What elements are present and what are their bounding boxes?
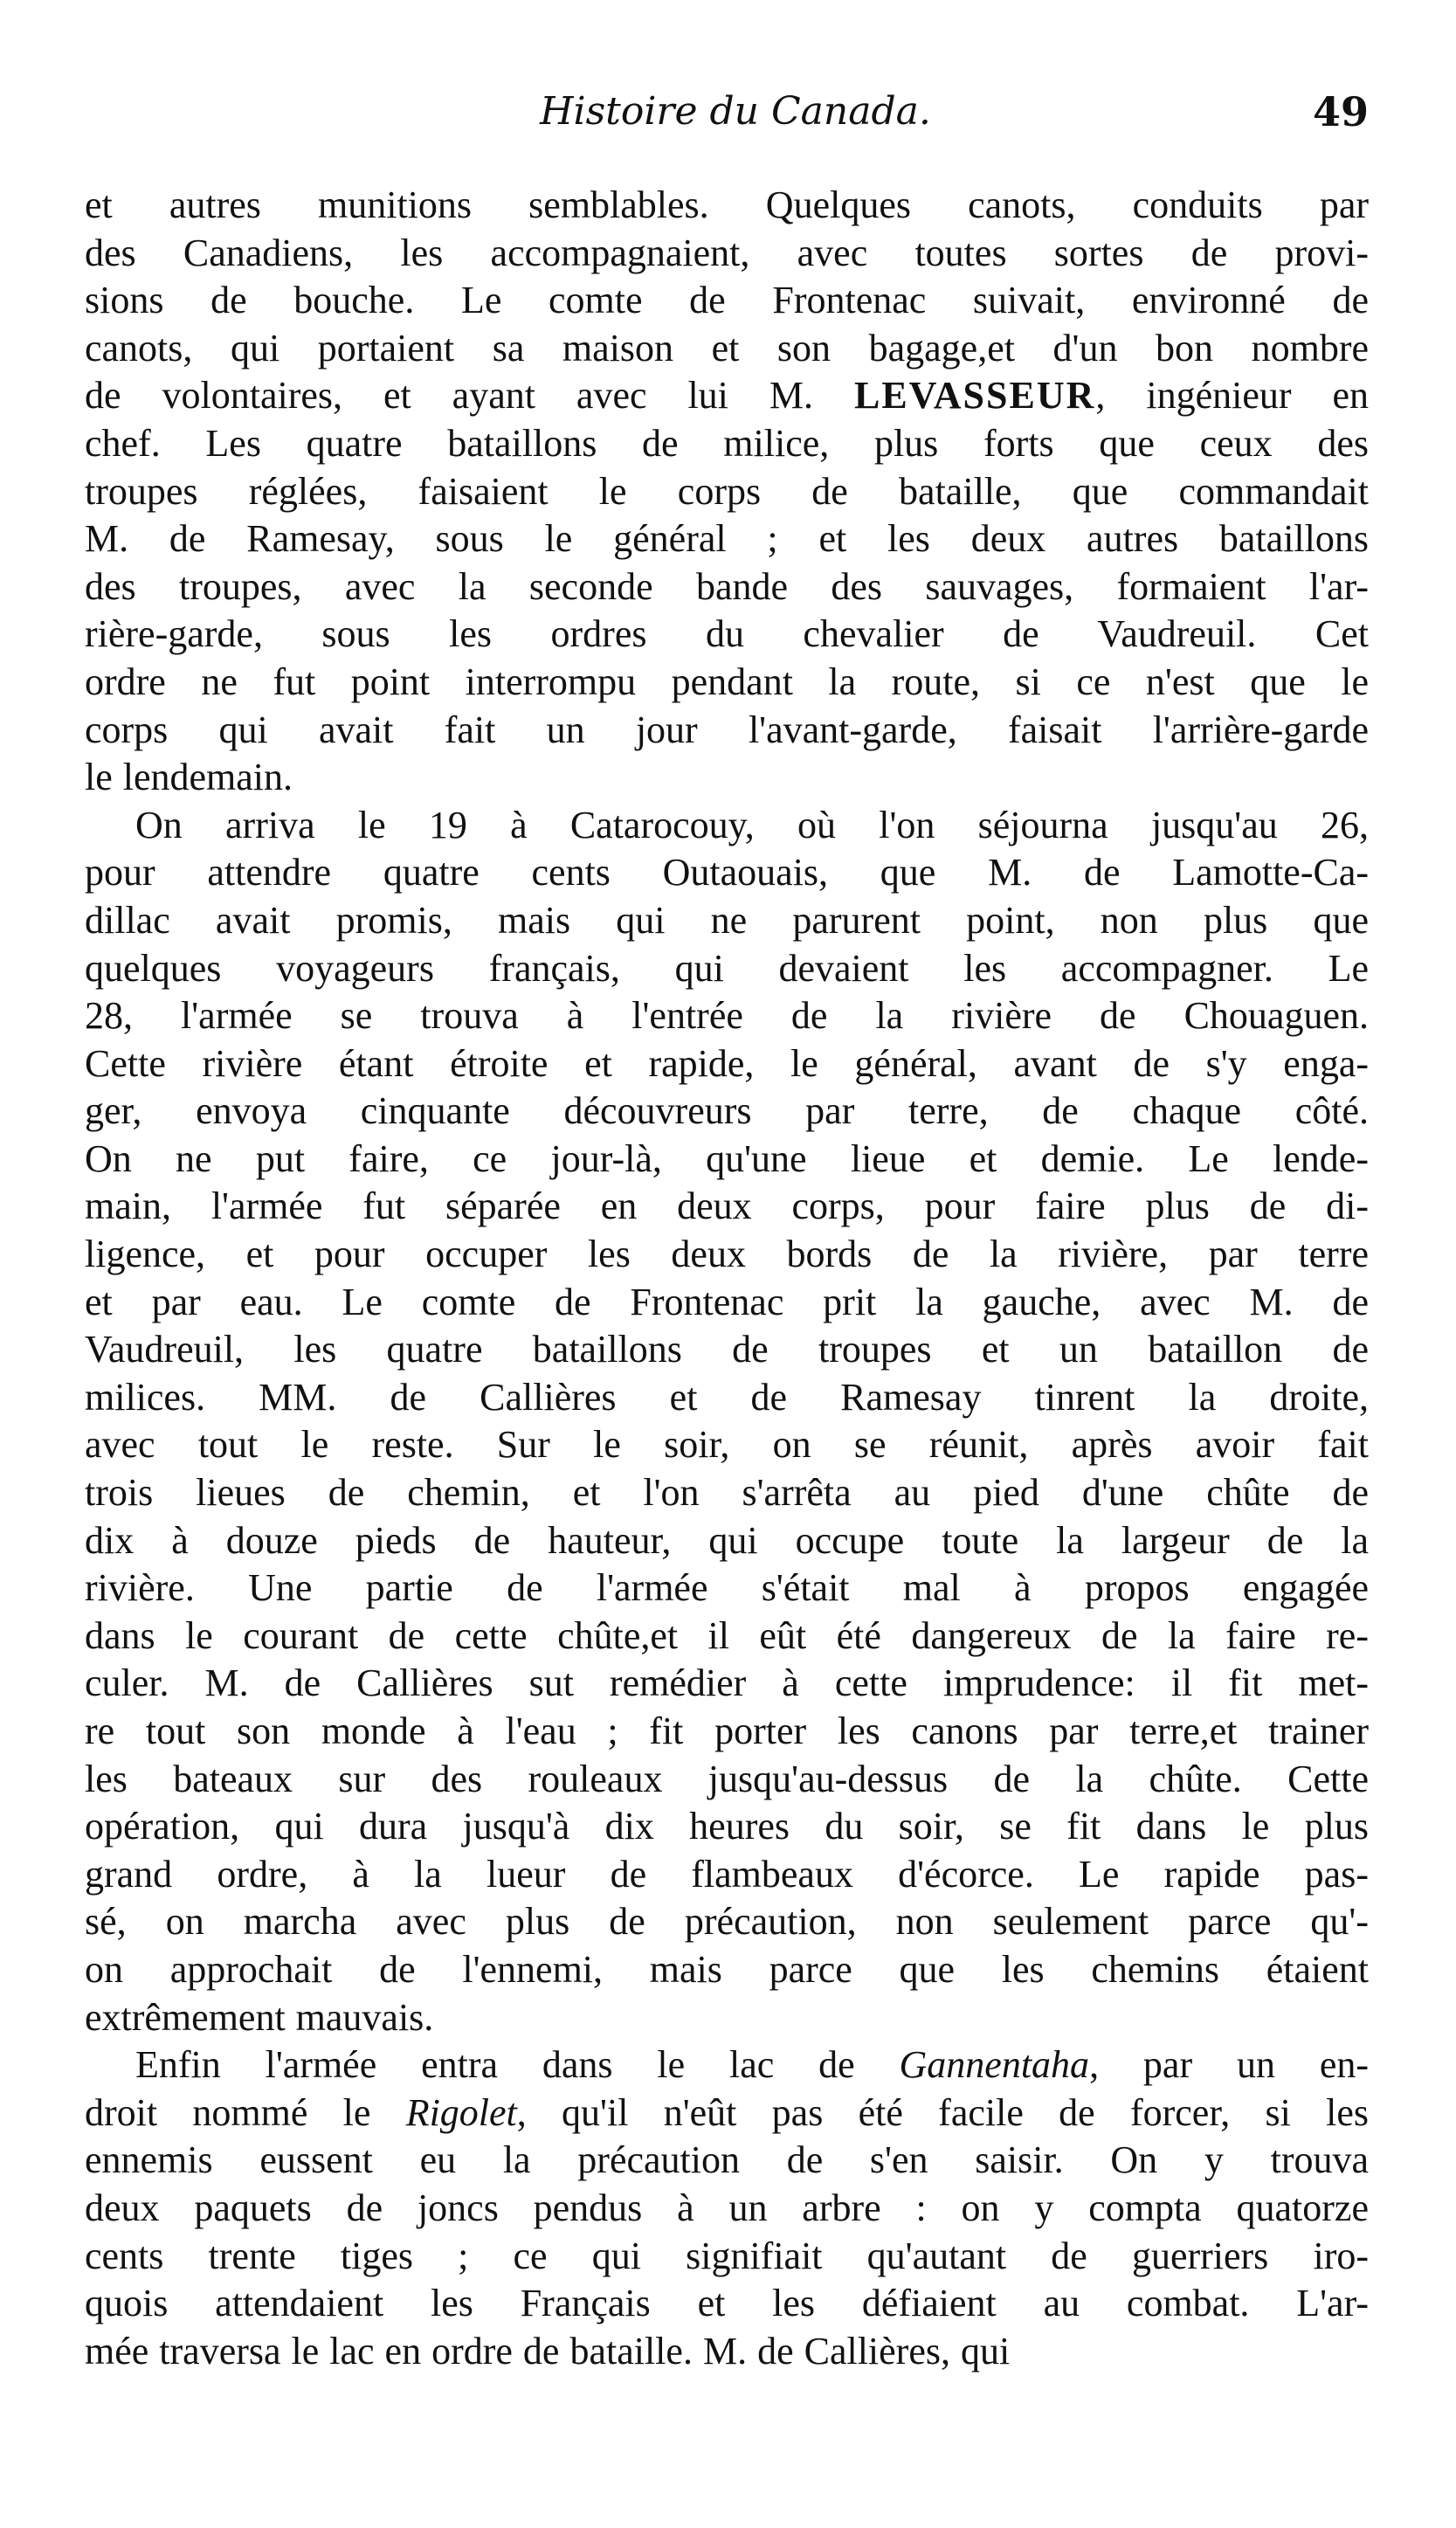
page-header (85, 86, 1369, 147)
text-line: ennemis eussent eu la précaution de s'en saisir. On y trouva (85, 2138, 1369, 2182)
text-line: on approchait de l'ennemi, mais parce que les chemins étaient (85, 1947, 1369, 1991)
text-line: droit nommé le Rigolet, qu'il n'eût pas été facile de forcer, si les (85, 2090, 1369, 2134)
text-line: chef. Les quatre bataillons de milice, plus forts que ceux des (85, 421, 1369, 465)
paragraph (85, 182, 1369, 802)
text-line: rière-garde, sous les ordres du chevalier de Vaudreuil. Cet (85, 612, 1369, 656)
text-line: Enfin l'armée entra dans le lac de Gannentaha, par un en- (135, 2043, 1369, 2087)
text-line: Cette rivière étant étroite et rapide, le général, avant de s'y enga- (85, 1041, 1369, 1085)
text-line: deux paquets de joncs pendus à un arbre : on y compta quatorze (85, 2186, 1369, 2229)
paragraph (85, 802, 1369, 2041)
paragraph (85, 2041, 1369, 2375)
text-line: quelques voyageurs français, qui devaient les accompagner. Le (85, 946, 1369, 990)
running-title: Histoire du Canada. (540, 89, 931, 134)
text-line: mée traversa le lac en ordre de bataille. M. de Callières, qui (85, 2329, 1011, 2373)
text-line: dix à douze pieds de hauteur, qui occupe toute la largeur de la (85, 1518, 1369, 1562)
text-line: le lendemain. (85, 756, 293, 799)
text-line: sé, on marcha avec plus de précaution, non seulement parce qu'- (85, 1900, 1369, 1944)
text-line: et par eau. Le comte de Frontenac prit la gauche, avec M. de (85, 1280, 1369, 1323)
text-line: de volontaires, et ayant avec lui M. LEVASSEUR, ingénieur en (85, 374, 1370, 418)
text-line: trois lieues de chemin, et l'on s'arrêta au pied d'une chûte de (85, 1471, 1369, 1515)
text-line: grand ordre, à la lueur de flambeaux d'écorce. Le rapide pas- (85, 1852, 1369, 1896)
text-line: pour attendre quatre cents Outaouais, que M. de Lamotte-Ca- (85, 851, 1369, 894)
text-line: cents trente tiges ; ce qui signifiait qu'autant de guerriers iro- (85, 2234, 1369, 2277)
text-line: culer. M. de Callières sut remédier à cette imprudence: il fit met- (85, 1661, 1369, 1705)
text-line: dillac avait promis, mais qui ne parurent point, non plus que (85, 898, 1369, 942)
text-line: troupes réglées, faisaient le corps de bataille, que commandait (85, 469, 1369, 513)
body-text (85, 182, 1369, 2375)
text-line: des Canadiens, les accompagnaient, avec toutes sortes de provi- (85, 231, 1369, 274)
text-line: On arriva le 19 à Catarocouy, où l'on séjourna jusqu'au 26, (135, 803, 1369, 846)
text-line: M. de Ramesay, sous le général ; et les deux autres bataillons (85, 517, 1369, 561)
text-line: main, l'armée fut séparée en deux corps, pour faire plus de di- (85, 1185, 1369, 1228)
text-line: dans le courant de cette chûte,et il eût été dangereux de la faire re- (85, 1613, 1369, 1657)
text-line: opération, qui dura jusqu'à dix heures du soir, se fit dans le plus (85, 1805, 1369, 1848)
page-number: 49 (1312, 88, 1369, 135)
text-line: avec tout le reste. Sur le soir, on se réunit, après avoir fait (85, 1423, 1369, 1467)
text-line: sions de bouche. Le comte de Frontenac suivait, environné de (85, 279, 1369, 322)
text-line: On ne put faire, ce jour-là, qu'une lieue et demie. Le lende- (85, 1136, 1369, 1180)
text-line: Vaudreuil, les quatre bataillons de troupes et un bataillon de (85, 1328, 1369, 1371)
text-line: extrêmement mauvais. (85, 1995, 434, 2039)
text-line: ligence, et pour occuper les deux bords de la rivière, par terre (85, 1233, 1369, 1276)
text-line: les bateaux sur des rouleaux jusqu'au-dessus de la chûte. Cette (85, 1757, 1369, 1800)
text-line: milices. MM. de Callières et de Ramesay tinrent la droite, (85, 1375, 1369, 1419)
text-line: ger, envoya cinquante découvreurs par terre, de chaque côté. (85, 1089, 1369, 1133)
text-line: corps qui avait fait un jour l'avant-garde, faisait l'arrière-garde (85, 708, 1369, 751)
text-line: re tout son monde à l'eau ; fit porter les canons par terre,et trainer (85, 1710, 1369, 1752)
text-line: 28, l'armée se trouva à l'entrée de la rivière de Chouaguen. (85, 994, 1369, 1038)
text-line: canots, qui portaient sa maison et son bagage,et d'un bon nombre (85, 326, 1369, 370)
text-line: quois attendaient les Français et les défiaient au combat. L'ar- (85, 2282, 1369, 2325)
text-line: des troupes, avec la seconde bande des sauvages, formaient l'ar- (85, 564, 1369, 608)
text-line: et autres munitions semblables. Quelques canots, conduits par (85, 183, 1369, 226)
text-line: rivière. Une partie de l'armée s'était mal à propos engagée (85, 1566, 1369, 1610)
text-line: ordre ne fut point interrompu pendant la route, si ce n'est que le (85, 660, 1369, 703)
